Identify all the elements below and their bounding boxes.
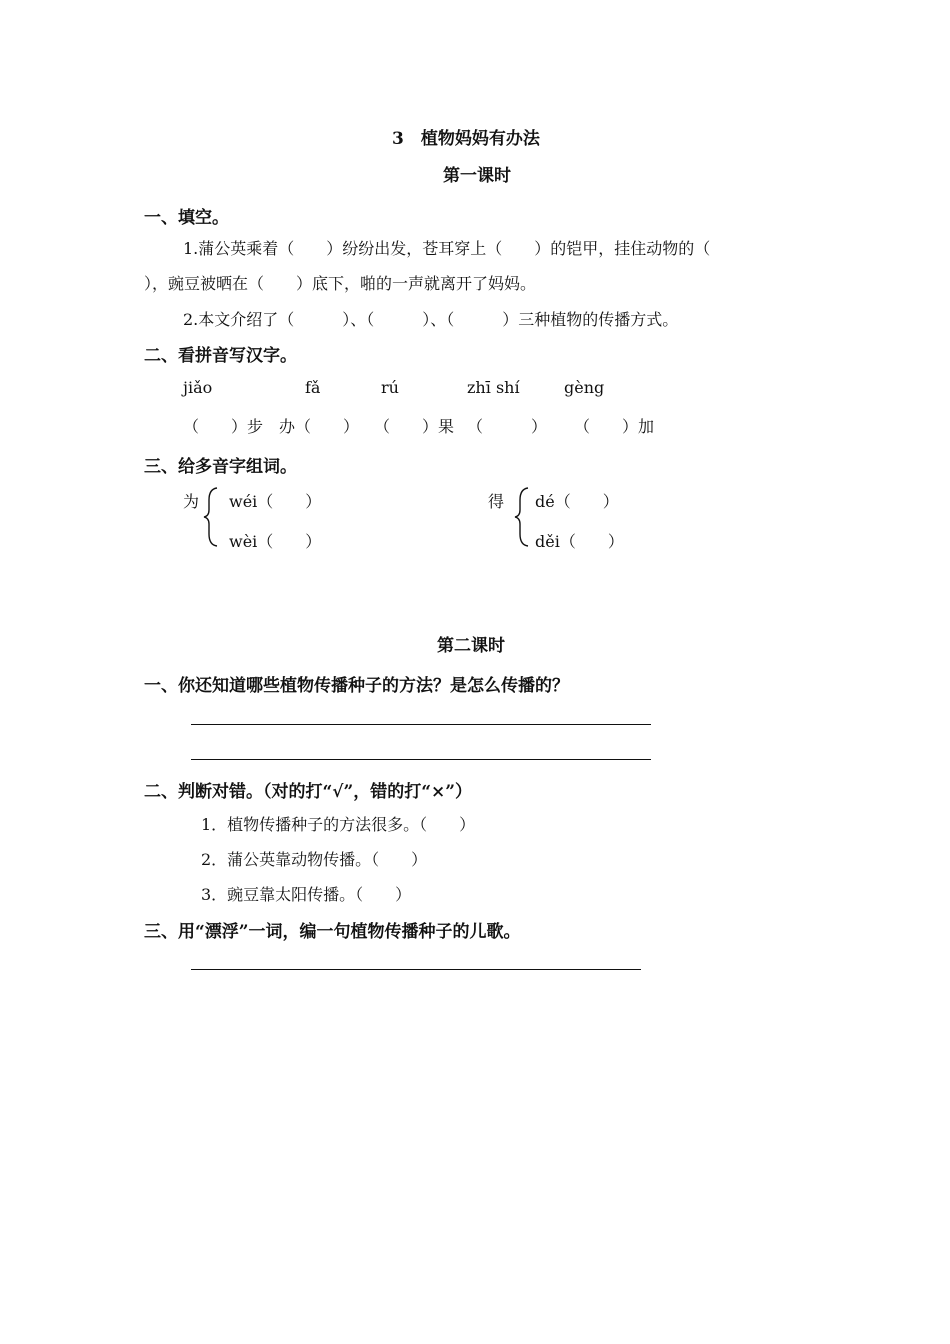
pinyin-blank-4[interactable]: （ ） [467,417,548,436]
section-pinyin-heading: 二、看拼音写汉字。 [144,346,297,366]
polyphone-char-wei: 为 [183,492,200,511]
pinyin-fa: fǎ [305,378,321,397]
fill-blank-line-2: ），豌豆被晒在（ ）底下，啪的一声就离开了妈妈。 [144,274,537,293]
true-false-item-2[interactable]: 2．蒲公英靠动物传播。（ ） [201,850,428,869]
fill-blank-line-3: 2.本文介绍了（ ）、（ ）、（ ）三种植物的传播方式。 [183,310,679,329]
section-fill-blank-heading: 一、填空。 [144,208,229,228]
answer-line[interactable] [191,724,651,725]
answer-line[interactable] [191,759,651,760]
page-title: 3 植物妈妈有办法 [392,129,540,149]
answer-line[interactable] [191,969,641,970]
pinyin-jiao: jiǎo [183,378,213,397]
true-false-item-3[interactable]: 3．豌豆靠太阳传播。（ ） [201,885,412,904]
question-seed-methods: 一、你还知道哪些植物传播种子的方法？是怎么传播的？ [144,676,569,696]
pinyin-blank-5[interactable]: （ ）加 [574,417,655,436]
polyphone-wei-4[interactable]: wèi（ ） [229,532,322,551]
pinyin-ru: rú [381,378,399,397]
polyphone-dei[interactable]: děi（ ） [535,532,624,551]
pinyin-zhishi: zhī shí [467,378,520,397]
pinyin-blank-3[interactable]: （ ）果 [374,417,455,436]
polyphone-de[interactable]: dé（ ） [535,492,619,511]
true-false-item-1[interactable]: 1．植物传播种子的方法很多。（ ） [201,815,476,834]
pinyin-blank-1[interactable]: （ ）步 [183,417,264,436]
brace-icon [514,486,532,548]
pinyin-geng: gèng [564,378,605,397]
lesson-one-title: 第一课时 [443,166,511,186]
question-true-false: 二、判断对错。（对的打“√”，错的打“×”） [144,782,473,802]
polyphone-char-de: 得 [488,492,505,511]
polyphone-wei-2[interactable]: wéi（ ） [229,492,322,511]
fill-blank-line-1: 1.蒲公英乘着（ ）纷纷出发，苍耳穿上（ ）的铠甲，挂住动物的（ [183,239,711,258]
section-polyphone-heading: 三、给多音字组词。 [144,457,297,477]
question-rhyme: 三、用“漂浮”一词，编一句植物传播种子的儿歌。 [144,922,521,942]
lesson-two-title: 第二课时 [437,636,505,656]
pinyin-blank-2[interactable]: 办（ ） [279,417,360,436]
brace-icon [203,486,221,548]
